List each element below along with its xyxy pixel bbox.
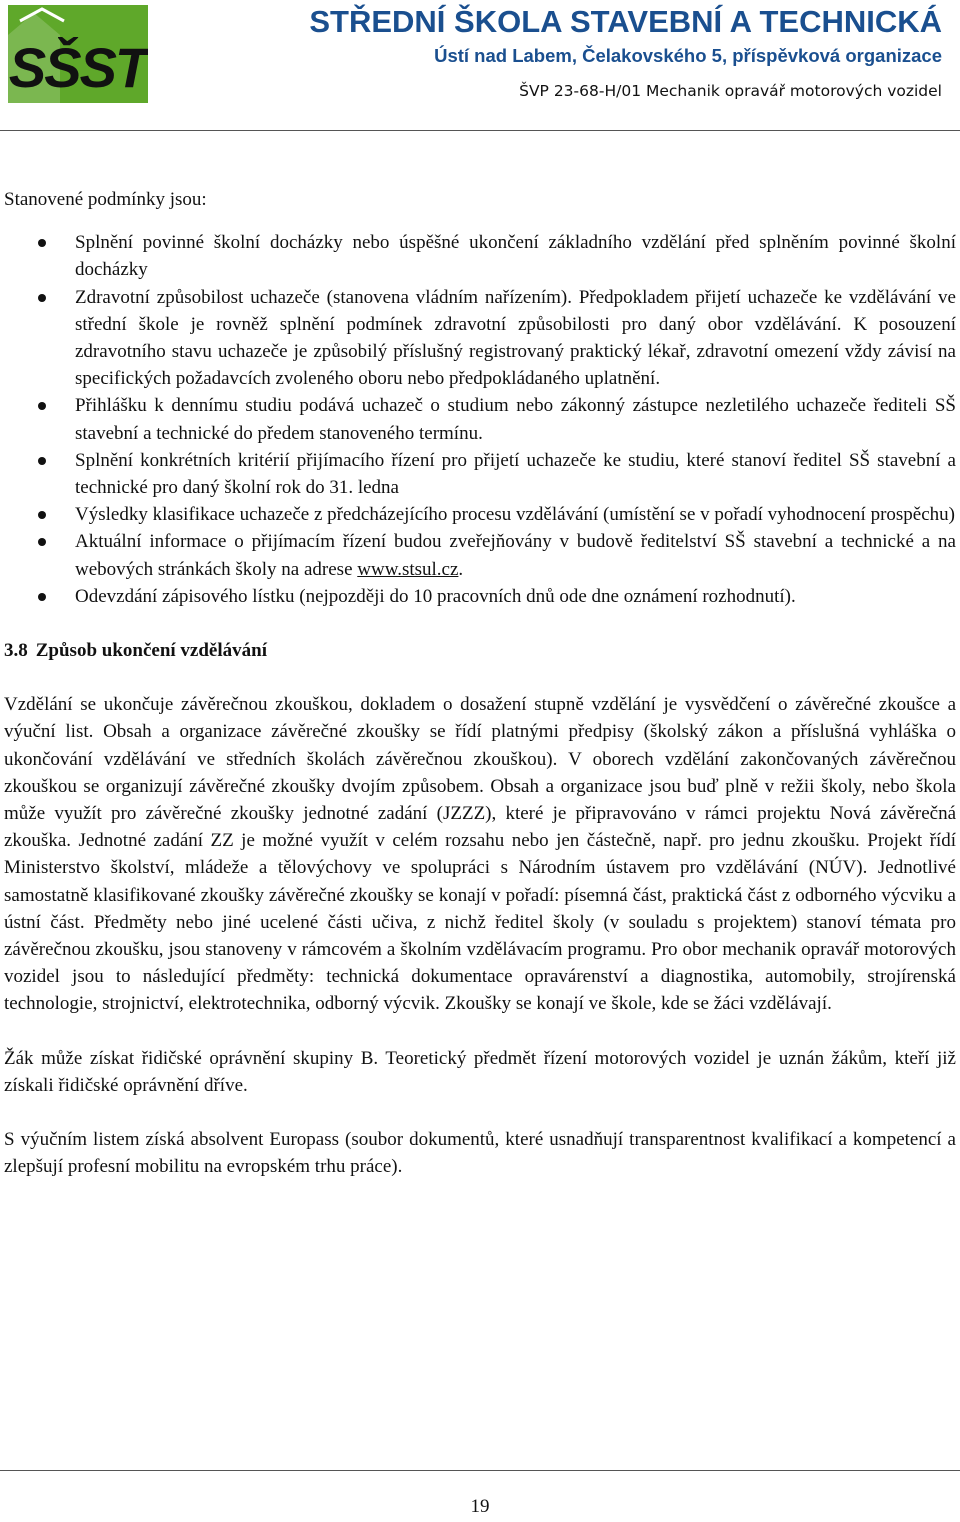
list-item-text: Výsledky klasifikace uchazeče z předcházejícího procesu vzdělávání (umístění se v pořadí vyhodnocení prospěchu) (75, 504, 955, 526)
bullet-icon (38, 538, 46, 546)
bullet-icon (38, 511, 46, 519)
section-title: Způsob ukončení vzdělávání (35, 640, 267, 662)
paragraph-europass: S výučním listem získá absolvent Europass (soubor dokumentů, které usnadňují transparentnost kvalifikací a kompetencí a zlepšují profesní mobilitu na evropském trhu práce). (4, 1129, 956, 1178)
page-header (0, 0, 960, 132)
bullet-icon (38, 239, 46, 247)
list-item-text: Odevzdání zápisového lístku (nejpozději do 10 pracovních dnů ode dne oznámení rozhodnutí). (75, 585, 796, 607)
school-website-link[interactable]: www.stsul.cz (357, 558, 459, 580)
section-number: 3.8 (4, 640, 28, 662)
list-item (4, 229, 956, 283)
list-item (4, 501, 956, 528)
bullet-icon (38, 457, 46, 465)
list-item (4, 528, 956, 582)
school-logo (8, 5, 148, 103)
paragraph-driving-license: Žák může získat řidičské oprávnění skupiny B. Teoretický předmět řízení motorových vozidel je uznán žákům, kteří již získali řidičské oprávnění dříve. (4, 1047, 956, 1096)
school-address: Ústí nad Labem, Čelakovského 5, příspěvková organizace (434, 45, 942, 66)
list-item (4, 583, 956, 610)
bullet-icon (38, 593, 46, 601)
program-code: ŠVP 23-68-H/01 Mechanik opravář motorových vozidel (519, 82, 942, 100)
svg-text:SŠST: SŠST (8, 36, 148, 99)
school-name: STŘEDNÍ ŠKOLA STAVEBNÍ A TECHNICKÁ (309, 4, 942, 39)
list-item (4, 392, 956, 446)
list-item-text: Splnění povinné školní docházky nebo úspěšné ukončení základního vzdělání před splněním povinné školní docházky (75, 232, 956, 281)
section-heading (4, 637, 956, 664)
document-body (4, 186, 956, 1208)
list-item-text-before: Aktuální informace o přijímacím řízení budou zveřejňovány v budově ředitelství SŠ stavební a technické a na webových stránkách školy na adrese (75, 531, 956, 580)
list-item-text-after: . (458, 558, 464, 580)
conditions-lead: Stanovené podmínky jsou: (4, 189, 207, 210)
bullet-icon (38, 294, 46, 302)
list-item (4, 284, 956, 393)
header-divider (0, 130, 960, 131)
page-number: 19 (470, 1496, 490, 1517)
conditions-list (4, 229, 956, 610)
footer-divider (0, 1470, 960, 1471)
list-item (4, 447, 956, 501)
list-item-text: Přihlášku k dennímu studiu podává uchazeč o studium nebo zákonný zástupce nezletilého uchazeče řediteli SŠ stavební a technické do předem stanoveného termínu. (75, 395, 956, 444)
list-item-text: Splnění konkrétních kritérií přijímacího řízení pro přijetí uchazeče ke studiu, které stanoví ředitel SŠ stavební a technické pro daný školní rok do 31. ledna (75, 449, 956, 499)
paragraph-completion: Vzdělání se ukončuje závěrečnou zkouškou, dokladem o dosažení stupně vzdělání je vysvědčení o závěrečné zkoušce a výuční list. Obsah a organizace závěrečné zkoušky se řídí platnými předpisy (školský zákon a příslušná vyhláška o ukončování vzdělávání ve středních školách závěrečnou zkouškou). V oborech vzdělání zakončovaných závěrečnou zkouškou se organizují závěrečné zkoušky dvojím způsobem. Obsah a organizace jsou buď plně v režii školy, nebo škola může využít pro závěrečné zkoušky jednotné zadání (JZZZ), které je připravováno v rámci projektu Nová závěrečná zkouška. Jednotné zadání ZZ je možné využít v celém rozsahu nebo jen částečně, např. pro jednu zkoušku. Projekt řídí Ministerstvo školství, mládeže a tělovýchovy ve spolupráci s Národním ústavem pro vzdělávání (NÚV). Jednotlivé samostatně klasifikované zkoušky závěrečné zkoušky se konají v pořadí: písemná část, praktická část z odborného výcviku a ústní část. Předměty nebo jiné ucelené části učiva, z nichž ředitel školy (v souladu s projektem) stanoví témata pro závěrečnou zkoušku, jsou stanoveny v rámcovém a školním vzdělávacím programu. Pro obor mechanik opravář motorových vozidel jsou to následující předměty: technická dokumentace opravárenství a diagnostika, automobily, strojírenská technologie, strojnictví, elektrotechnika, odborný výcvik. Zkoušky se konají ve škole, kde se žáci vzdělávají. (4, 694, 956, 1015)
bullet-icon (38, 402, 46, 410)
list-item-text: Zdravotní způsobilost uchazeče (stanovena vládním nařízením). Předpokladem přijetí uchazeče ke vzdělávání ve střední škole je rovněž splnění podmínek zdravotní způsobilosti pro daný obor vzdělávání. K posouzení zdravotního stavu uchazeče je způsobilý příslušný registrovaný praktický lékař, zdravotní omezení vždy závisí na specifických požadavcích zvoleného oboru nebo předpokládaného uplatnění. (75, 286, 956, 390)
